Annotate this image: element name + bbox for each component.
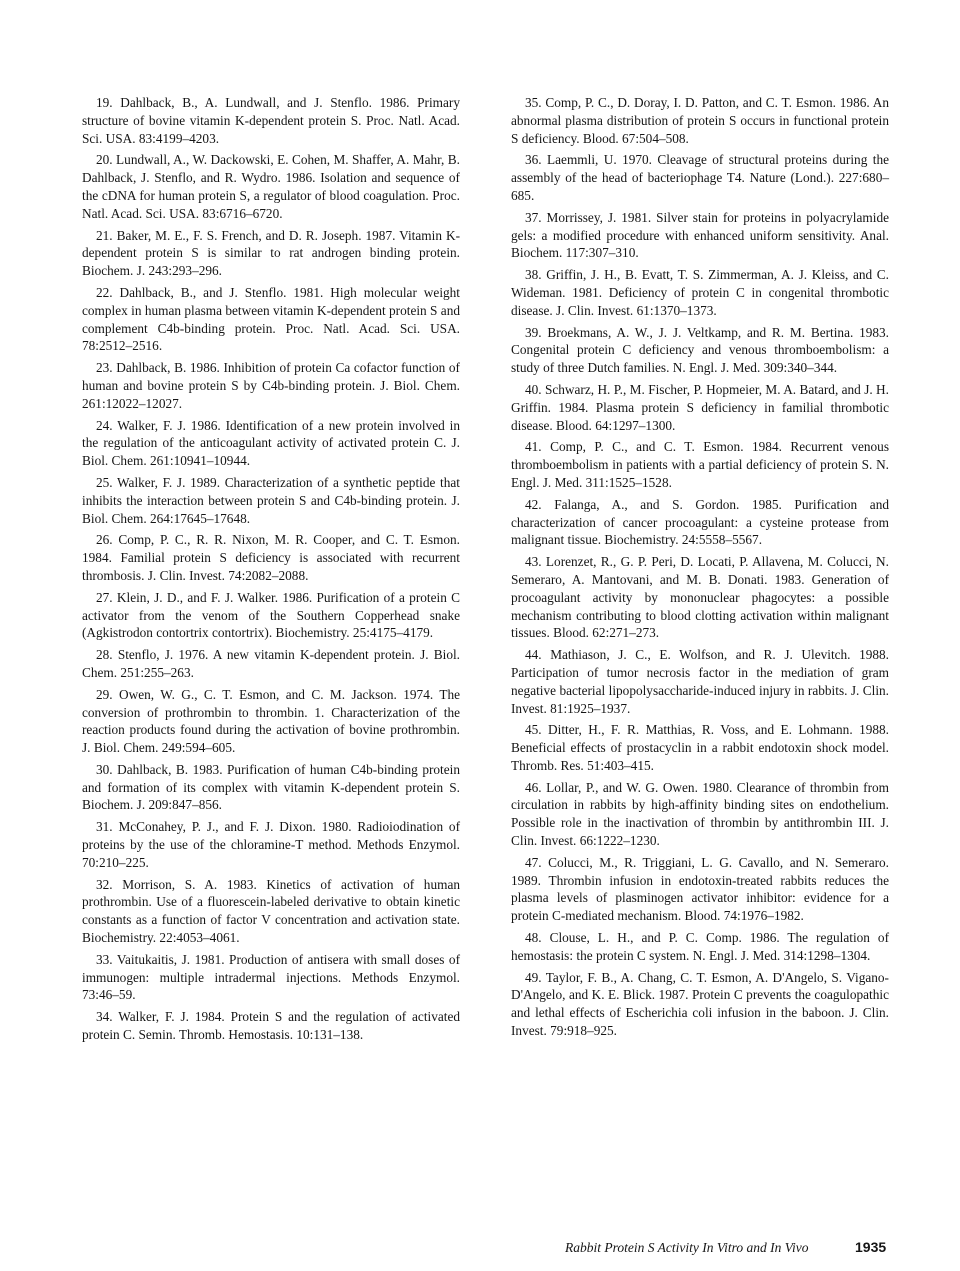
- reference-21: 21. Baker, M. E., F. S. French, and D. R. Joseph. 1987. Vitamin K-dependent protein S is similar to rat androgen binding protein. Biochem. J. 243:293–296.: [82, 227, 460, 279]
- page-number: 1935: [855, 1239, 887, 1255]
- reference-46: 46. Lollar, P., and W. G. Owen. 1980. Clearance of thrombin from circulation in rabbits by high-affinity binding sites on endothelium. Possible role in the inactivation of thrombin by antithrombin III. J. Clin. Invest. 66:1222–1230.: [511, 779, 889, 849]
- reference-26: 26. Comp, P. C., R. R. Nixon, M. R. Cooper, and C. T. Esmon. 1984. Familial protein S deficiency is associated with recurrent thrombosis. J. Clin. Invest. 74:2082–2088.: [82, 532, 460, 583]
- reference-41: 41. Comp, P. C., and C. T. Esmon. 1984. Recurrent venous thromboembolism in patients with a partial deficiency of protein S. N. Engl. J. Med. 311:1525–1528.: [511, 439, 889, 490]
- reference-32: 32. Morrison, S. A. 1983. Kinetics of activation of human prothrombin. Use of a fluorescein-labeled derivative to obtain kinetic constants as a function of factor V concentration and activation state. Biochemistry. 22:4053–4061.: [82, 876, 460, 946]
- page-footer: [0, 1240, 960, 1260]
- reference-45: 45. Ditter, H., F. R. Matthias, R. Voss, and E. Lohmann. 1988. Beneficial effects of prostacyclin in a rabbit endotoxin shock model. Thromb. Res. 51:403–415.: [511, 722, 889, 773]
- reference-20: 20. Lundwall, A., W. Dackowski, E. Cohen, M. Shaffer, A. Mahr, B. Dahlback, J. Stenflo, and R. Wydro. 1986. Isolation and sequence of the cDNA for human protein S, a regulator of blood coagulation. Proc. Natl. Acad. Sci. USA. 83:6716–6720.: [82, 152, 460, 221]
- reference-42: 42. Falanga, A., and S. Gordon. 1985. Purification and characterization of cancer procoagulant: a cysteine protease from malignant tissue. Biochemistry. 24:5558–5567.: [511, 496, 889, 548]
- reference-37: 37. Morrissey, J. 1981. Silver stain for proteins in polyacrylamide gels: a modified procedure with enhanced uniform sensitivity. Anal. Biochem. 117:307–310.: [511, 209, 889, 261]
- reference-48: 48. Clouse, L. H., and P. C. Comp. 1986. The regulation of hemostasis: the protein C system. N. Engl. J. Med. 314:1298–1304.: [511, 930, 889, 963]
- reference-43: 43. Lorenzet, R., G. P. Peri, D. Locati, P. Allavena, M. Colucci, N. Semeraro, A. Mantovani, and M. B. Donati. 1983. Generation of procoagulant activity by mononuclear phagocytes: a possible mechanism contributing to blood clotting activation within malignant tissues. Blood. 62:271–273.: [511, 554, 889, 641]
- reference-44: 44. Mathiason, J. C., E. Wolfson, and R. J. Ulevitch. 1988. Participation of tumor necrosis factor in the mediation of gram negative bacterial lipopolysaccharide-induced injury in rabbits. J. Clin. Invest. 81:1925–1937.: [511, 647, 889, 716]
- reference-33: 33. Vaitukaitis, J. 1981. Production of antisera with small doses of immunogen: multiple intradermal injections. Methods Enzymol. 73:46–59.: [82, 951, 460, 1003]
- reference-28: 28. Stenflo, J. 1976. A new vitamin K-dependent protein. J. Biol. Chem. 251:255–263.: [82, 647, 460, 680]
- reference-39: 39. Broekmans, A. W., J. J. Veltkamp, and R. M. Bertina. 1983. Congenital protein C deficiency and venous thromboembolism: a study of three Dutch families. N. Engl. J. Med. 309:340–344.: [511, 324, 889, 376]
- reference-25: 25. Walker, F. J. 1989. Characterization of a synthetic peptide that inhibits the interaction between protein S and C4b-binding protein. J. Biol. Chem. 264:17645–17648.: [82, 474, 460, 526]
- reference-30: 30. Dahlback, B. 1983. Purification of human C4b-binding protein and formation of its complex with vitamin K-dependent protein S. Biochem. J. 209:847–856.: [82, 761, 460, 813]
- reference-47: 47. Colucci, M., R. Triggiani, L. G. Cavallo, and N. Semeraro. 1989. Thrombin infusion in endotoxin-treated rabbits reduces the plasma levels of plasminogen activator inhibitor: evidence for a protein C-mediated mechanism. Blood. 74:1976–1982.: [511, 854, 889, 924]
- reference-23: 23. Dahlback, B. 1986. Inhibition of protein Ca cofactor function of human and bovine protein S by C4b-binding protein. J. Biol. Chem. 261:12022–12027.: [82, 360, 460, 411]
- reference-19: 19. Dahlback, B., A. Lundwall, and J. Stenflo. 1986. Primary structure of bovine vitamin K-dependent protein S. Proc. Natl. Acad. Sci. USA. 83:4199–4203.: [82, 95, 460, 146]
- reference-35: 35. Comp, P. C., D. Doray, I. D. Patton, and C. T. Esmon. 1986. An abnormal plasma distribution of protein S occurs in functional protein S deficiency. Blood. 67:504–508.: [511, 95, 889, 146]
- reference-40: 40. Schwarz, H. P., M. Fischer, P. Hopmeier, M. A. Batard, and J. H. Griffin. 1984. Plasma protein S deficiency in familial thrombotic disease. Blood. 64:1297–1300.: [511, 381, 889, 433]
- reference-34: 34. Walker, F. J. 1984. Protein S and the regulation of activated protein C. Semin. Thromb. Hemostasis. 10:131–138.: [82, 1009, 460, 1043]
- reference-27: 27. Klein, J. D., and F. J. Walker. 1986. Purification of a protein C activator from the venom of the Southern Copperhead snake (Agkistrodon contortrix contortrix). Biochemistry. 25:4175–4179.: [82, 589, 460, 641]
- reference-36: 36. Laemmli, U. 1970. Cleavage of structural proteins during the assembly of the head of bacteriophage T4. Nature (Lond.). 227:680–685.: [511, 152, 889, 203]
- reference-column-left: [82, 94, 460, 1048]
- reference-49: 49. Taylor, F. B., A. Chang, C. T. Esmon, A. D'Angelo, S. Vigano-D'Angelo, and K. E. Blick. 1987. Protein C prevents the coagulopathic and lethal effects of Escherichia coli infusion in the baboon. J. Clin. Invest. 79:918–925.: [511, 969, 889, 1039]
- running-title: Rabbit Protein S Activity In Vitro and In Vivo: [565, 1240, 809, 1255]
- reference-29: 29. Owen, W. G., C. T. Esmon, and C. M. Jackson. 1974. The conversion of prothrombin to thrombin. 1. Characterization of the reaction products found during the activation of bovine prothrombin. J. Biol. Chem. 249:594–605.: [82, 686, 460, 756]
- reference-31: 31. McConahey, P. J., and F. J. Dixon. 1980. Radioiodination of proteins by the use of the chloramine-T method. Methods Enzymol. 70:210–225.: [82, 819, 460, 870]
- reference-22: 22. Dahlback, B., and J. Stenflo. 1981. High molecular weight complex in human plasma between vitamin K-dependent protein S and complement C4b-binding protein. Proc. Natl. Acad. Sci. USA. 78:2512–2516.: [82, 284, 460, 354]
- reference-38: 38. Griffin, J. H., B. Evatt, T. S. Zimmerman, A. J. Kleiss, and C. Wideman. 1981. Deficiency of protein C in congenital thrombotic disease. J. Clin. Invest. 61:1370–1373.: [511, 267, 889, 318]
- reference-column-right: [511, 94, 889, 1044]
- reference-24: 24. Walker, F. J. 1986. Identification of a new protein involved in the regulation of the anticoagulant activity of activated protein C. J. Biol. Chem. 261:10941–10944.: [82, 417, 460, 469]
